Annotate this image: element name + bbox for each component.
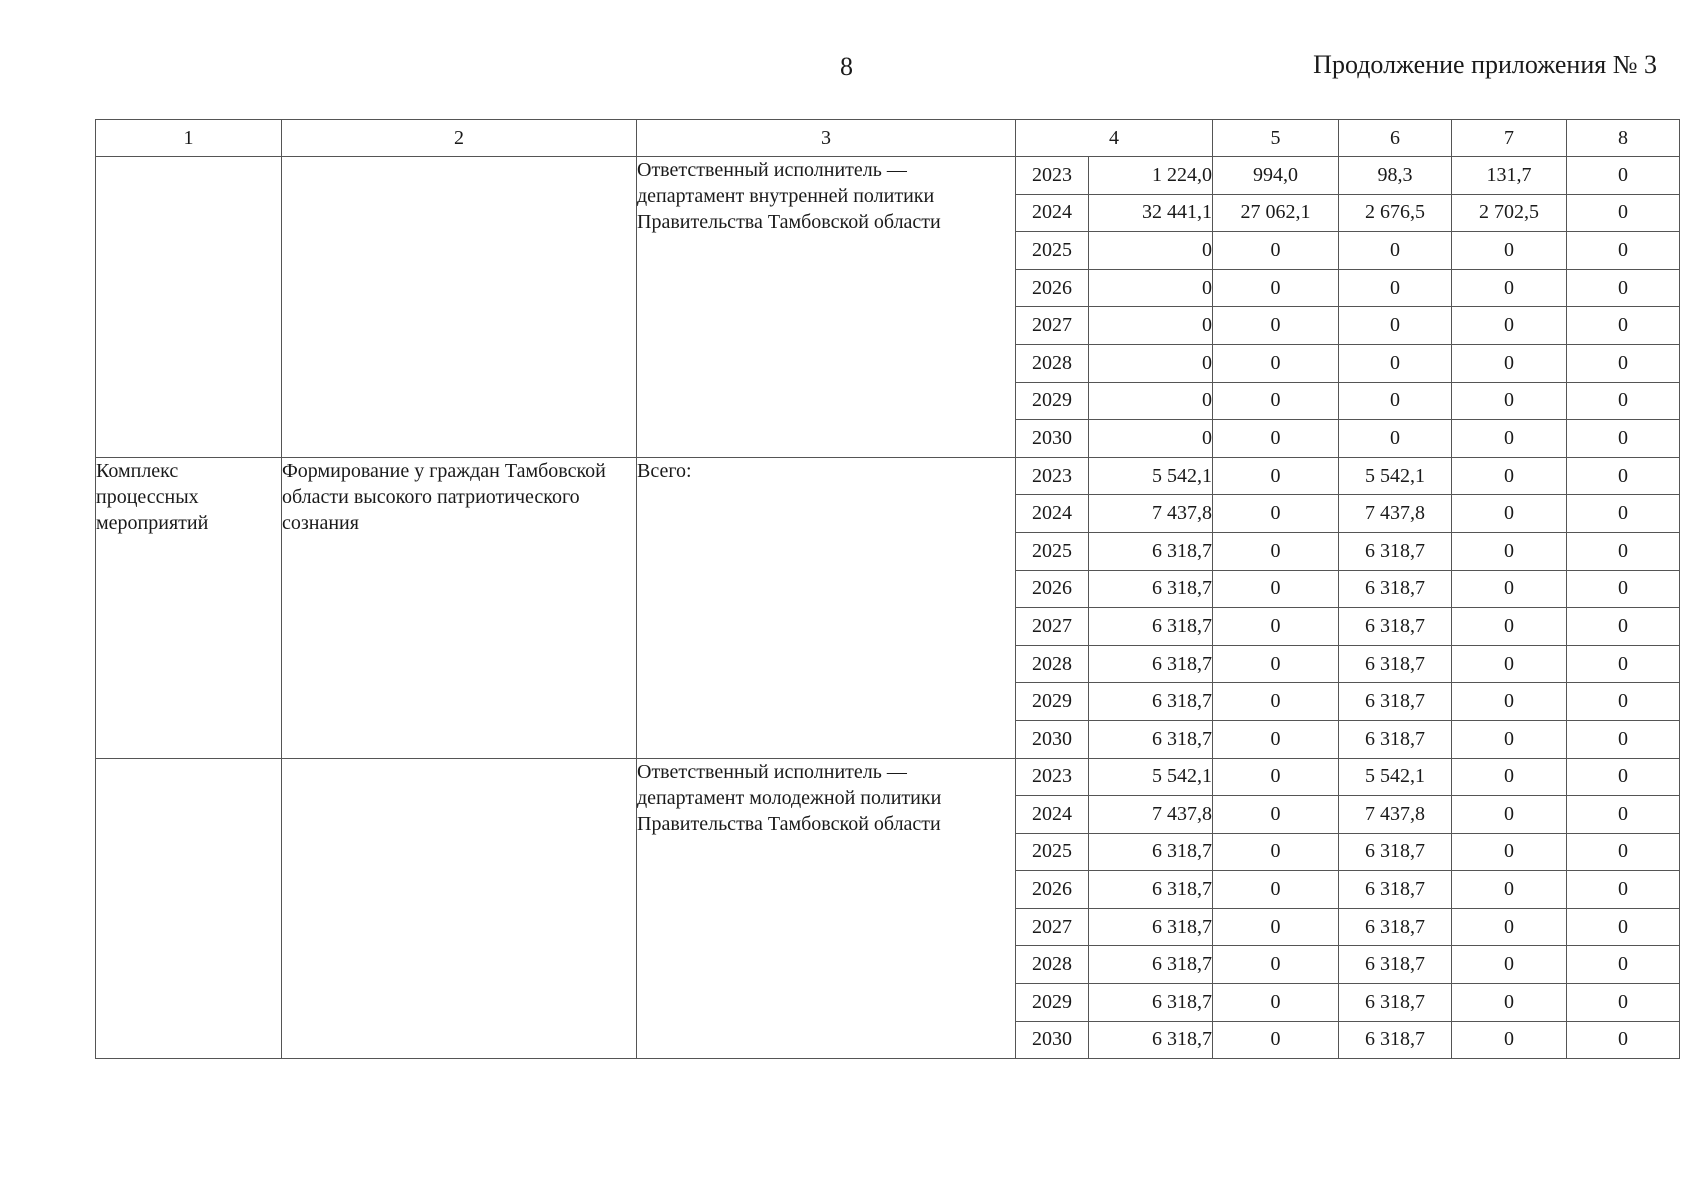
value-col8-cell: 0 — [1567, 420, 1680, 458]
value-col6-cell: 7 437,8 — [1339, 796, 1452, 834]
value-col4-cell: 6 318,7 — [1089, 984, 1213, 1022]
value-col8-cell: 0 — [1567, 720, 1680, 758]
value-col4-cell: 0 — [1089, 382, 1213, 420]
table-row — [96, 457, 1680, 495]
value-col8-cell: 0 — [1567, 908, 1680, 946]
group-col3-cell: Всего: — [637, 457, 1016, 758]
value-col5-cell: 0 — [1213, 457, 1339, 495]
group-col2-cell — [282, 157, 637, 458]
value-col6-cell: 6 318,7 — [1339, 608, 1452, 646]
value-col7-cell: 0 — [1452, 720, 1567, 758]
value-col6-cell: 6 318,7 — [1339, 1021, 1452, 1059]
value-col4-cell: 6 318,7 — [1089, 608, 1213, 646]
year-cell: 2029 — [1016, 683, 1089, 721]
year-cell: 2029 — [1016, 984, 1089, 1022]
value-col6-cell: 6 318,7 — [1339, 871, 1452, 909]
budget-table — [95, 119, 1680, 1059]
value-col6-cell: 2 676,5 — [1339, 194, 1452, 232]
value-col8-cell: 0 — [1567, 946, 1680, 984]
value-col4-cell: 6 318,7 — [1089, 683, 1213, 721]
value-col4-cell: 6 318,7 — [1089, 946, 1213, 984]
value-col7-cell: 0 — [1452, 307, 1567, 345]
year-cell: 2026 — [1016, 871, 1089, 909]
year-cell: 2027 — [1016, 608, 1089, 646]
value-col6-cell: 6 318,7 — [1339, 683, 1452, 721]
value-col5-cell: 0 — [1213, 269, 1339, 307]
value-col4-cell: 6 318,7 — [1089, 833, 1213, 871]
group-col3-cell: Ответственный исполнитель — департамент молодежной политики Правительства Тамбовской области — [637, 758, 1016, 1059]
value-col8-cell: 0 — [1567, 344, 1680, 382]
value-col7-cell: 0 — [1452, 420, 1567, 458]
year-cell: 2025 — [1016, 232, 1089, 270]
year-cell: 2023 — [1016, 758, 1089, 796]
value-col8-cell: 0 — [1567, 382, 1680, 420]
value-col7-cell: 0 — [1452, 683, 1567, 721]
value-col4-cell: 0 — [1089, 307, 1213, 345]
year-cell: 2030 — [1016, 420, 1089, 458]
value-col6-cell: 0 — [1339, 344, 1452, 382]
value-col4-cell: 32 441,1 — [1089, 194, 1213, 232]
year-cell: 2024 — [1016, 796, 1089, 834]
value-col4-cell: 6 318,7 — [1089, 720, 1213, 758]
year-cell: 2026 — [1016, 269, 1089, 307]
value-col5-cell: 0 — [1213, 683, 1339, 721]
value-col5-cell: 0 — [1213, 871, 1339, 909]
value-col5-cell: 0 — [1213, 796, 1339, 834]
value-col5-cell: 0 — [1213, 344, 1339, 382]
value-col8-cell: 0 — [1567, 984, 1680, 1022]
value-col6-cell: 6 318,7 — [1339, 946, 1452, 984]
value-col6-cell: 6 318,7 — [1339, 532, 1452, 570]
value-col5-cell: 0 — [1213, 608, 1339, 646]
value-col8-cell: 0 — [1567, 833, 1680, 871]
year-cell: 2028 — [1016, 645, 1089, 683]
value-col5-cell: 0 — [1213, 307, 1339, 345]
column-header-5: 5 — [1213, 120, 1339, 157]
value-col7-cell: 0 — [1452, 908, 1567, 946]
value-col5-cell: 0 — [1213, 720, 1339, 758]
value-col7-cell: 0 — [1452, 645, 1567, 683]
group-col1-cell: Комплекс процессных мероприятий — [96, 457, 282, 758]
value-col6-cell: 6 318,7 — [1339, 720, 1452, 758]
value-col6-cell: 0 — [1339, 420, 1452, 458]
value-col5-cell: 994,0 — [1213, 157, 1339, 195]
column-header-1: 1 — [96, 120, 282, 157]
year-cell: 2024 — [1016, 194, 1089, 232]
value-col7-cell: 0 — [1452, 1021, 1567, 1059]
value-col6-cell: 6 318,7 — [1339, 833, 1452, 871]
value-col7-cell: 131,7 — [1452, 157, 1567, 195]
value-col8-cell: 0 — [1567, 570, 1680, 608]
value-col7-cell: 0 — [1452, 608, 1567, 646]
value-col7-cell: 0 — [1452, 758, 1567, 796]
table-body — [96, 157, 1680, 1059]
column-header-3: 3 — [637, 120, 1016, 157]
value-col4-cell: 1 224,0 — [1089, 157, 1213, 195]
value-col8-cell: 0 — [1567, 495, 1680, 533]
year-cell: 2025 — [1016, 833, 1089, 871]
value-col8-cell: 0 — [1567, 1021, 1680, 1059]
table-row — [96, 758, 1680, 796]
value-col6-cell: 6 318,7 — [1339, 570, 1452, 608]
value-col8-cell: 0 — [1567, 796, 1680, 834]
year-cell: 2024 — [1016, 495, 1089, 533]
value-col6-cell: 5 542,1 — [1339, 758, 1452, 796]
group-col2-cell — [282, 758, 637, 1059]
value-col4-cell: 6 318,7 — [1089, 1021, 1213, 1059]
year-cell: 2025 — [1016, 532, 1089, 570]
value-col7-cell: 0 — [1452, 570, 1567, 608]
group-col1-cell — [96, 157, 282, 458]
value-col4-cell: 0 — [1089, 344, 1213, 382]
value-col5-cell: 0 — [1213, 833, 1339, 871]
value-col6-cell: 6 318,7 — [1339, 908, 1452, 946]
group-col3-cell: Ответственный исполнитель — департамент внутренней политики Правительства Тамбовской области — [637, 157, 1016, 458]
value-col4-cell: 0 — [1089, 232, 1213, 270]
value-col6-cell: 0 — [1339, 269, 1452, 307]
page-number: 8 — [840, 52, 853, 81]
value-col8-cell: 0 — [1567, 871, 1680, 909]
year-cell: 2023 — [1016, 157, 1089, 195]
value-col8-cell: 0 — [1567, 457, 1680, 495]
value-col7-cell: 0 — [1452, 269, 1567, 307]
year-cell: 2030 — [1016, 1021, 1089, 1059]
value-col5-cell: 0 — [1213, 1021, 1339, 1059]
value-col5-cell: 0 — [1213, 570, 1339, 608]
column-header-4: 4 — [1016, 120, 1213, 157]
value-col8-cell: 0 — [1567, 307, 1680, 345]
year-cell: 2028 — [1016, 946, 1089, 984]
value-col7-cell: 0 — [1452, 382, 1567, 420]
value-col4-cell: 5 542,1 — [1089, 457, 1213, 495]
value-col5-cell: 0 — [1213, 420, 1339, 458]
value-col5-cell: 0 — [1213, 232, 1339, 270]
value-col7-cell: 0 — [1452, 946, 1567, 984]
value-col6-cell: 6 318,7 — [1339, 984, 1452, 1022]
value-col4-cell: 6 318,7 — [1089, 908, 1213, 946]
value-col8-cell: 0 — [1567, 683, 1680, 721]
value-col5-cell: 27 062,1 — [1213, 194, 1339, 232]
group-col2-cell: Формирование у граждан Тамбовской области высокого патриотического сознания — [282, 457, 637, 758]
value-col8-cell: 0 — [1567, 645, 1680, 683]
year-cell: 2027 — [1016, 908, 1089, 946]
value-col6-cell: 0 — [1339, 232, 1452, 270]
value-col5-cell: 0 — [1213, 495, 1339, 533]
appendix-continuation-title: Продолжение приложения № 3 — [1313, 50, 1657, 79]
value-col6-cell: 6 318,7 — [1339, 645, 1452, 683]
value-col8-cell: 0 — [1567, 232, 1680, 270]
value-col8-cell: 0 — [1567, 269, 1680, 307]
column-header-2: 2 — [282, 120, 637, 157]
value-col6-cell: 0 — [1339, 382, 1452, 420]
value-col8-cell: 0 — [1567, 157, 1680, 195]
value-col4-cell: 6 318,7 — [1089, 570, 1213, 608]
value-col4-cell: 6 318,7 — [1089, 532, 1213, 570]
value-col7-cell: 0 — [1452, 495, 1567, 533]
value-col5-cell: 0 — [1213, 908, 1339, 946]
group-col1-cell — [96, 758, 282, 1059]
year-cell: 2028 — [1016, 344, 1089, 382]
value-col7-cell: 0 — [1452, 344, 1567, 382]
value-col5-cell: 0 — [1213, 645, 1339, 683]
value-col5-cell: 0 — [1213, 382, 1339, 420]
value-col5-cell: 0 — [1213, 984, 1339, 1022]
year-cell: 2027 — [1016, 307, 1089, 345]
value-col8-cell: 0 — [1567, 532, 1680, 570]
value-col6-cell: 98,3 — [1339, 157, 1452, 195]
value-col5-cell: 0 — [1213, 532, 1339, 570]
value-col7-cell: 2 702,5 — [1452, 194, 1567, 232]
value-col6-cell: 0 — [1339, 307, 1452, 345]
value-col8-cell: 0 — [1567, 194, 1680, 232]
value-col5-cell: 0 — [1213, 946, 1339, 984]
year-cell: 2030 — [1016, 720, 1089, 758]
column-numbers-row — [96, 120, 1680, 157]
year-cell: 2023 — [1016, 457, 1089, 495]
value-col7-cell: 0 — [1452, 796, 1567, 834]
value-col4-cell: 5 542,1 — [1089, 758, 1213, 796]
value-col7-cell: 0 — [1452, 984, 1567, 1022]
value-col7-cell: 0 — [1452, 232, 1567, 270]
table-row — [96, 157, 1680, 195]
year-cell: 2026 — [1016, 570, 1089, 608]
column-header-7: 7 — [1452, 120, 1567, 157]
year-cell: 2029 — [1016, 382, 1089, 420]
value-col6-cell: 5 542,1 — [1339, 457, 1452, 495]
value-col7-cell: 0 — [1452, 457, 1567, 495]
value-col4-cell: 7 437,8 — [1089, 796, 1213, 834]
value-col5-cell: 0 — [1213, 758, 1339, 796]
value-col4-cell: 7 437,8 — [1089, 495, 1213, 533]
value-col8-cell: 0 — [1567, 758, 1680, 796]
value-col7-cell: 0 — [1452, 833, 1567, 871]
value-col8-cell: 0 — [1567, 608, 1680, 646]
value-col7-cell: 0 — [1452, 532, 1567, 570]
column-header-6: 6 — [1339, 120, 1452, 157]
value-col7-cell: 0 — [1452, 871, 1567, 909]
value-col4-cell: 6 318,7 — [1089, 645, 1213, 683]
column-header-8: 8 — [1567, 120, 1680, 157]
value-col4-cell: 0 — [1089, 420, 1213, 458]
value-col6-cell: 7 437,8 — [1339, 495, 1452, 533]
value-col4-cell: 0 — [1089, 269, 1213, 307]
value-col4-cell: 6 318,7 — [1089, 871, 1213, 909]
